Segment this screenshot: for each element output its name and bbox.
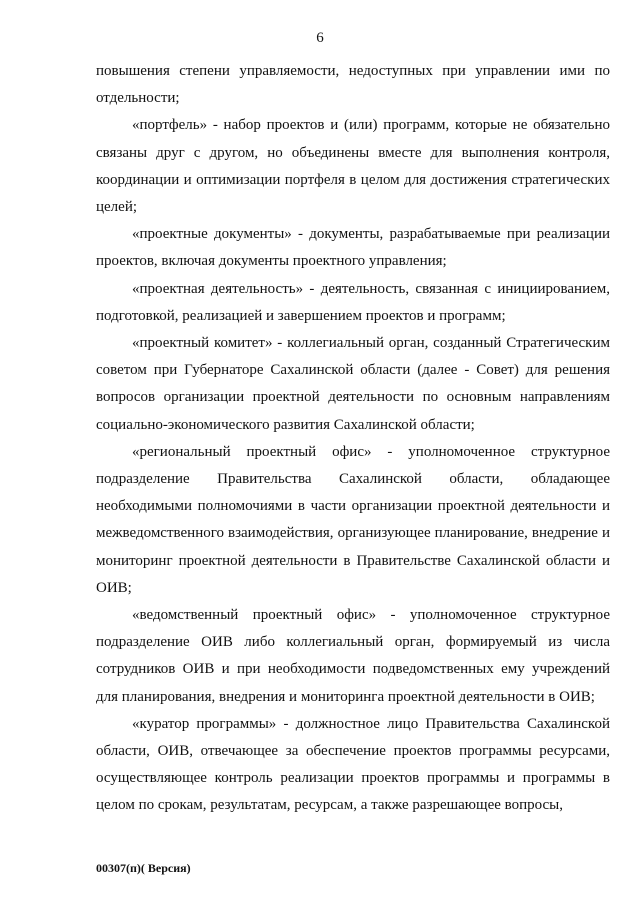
definition-project-committee: «проектный комитет» - коллегиальный орган, созданный Стратегическим советом при Губернаторе Сахалинской области (далее - Совет) для решения вопросов организации проектной деятельности по основным направлениям социально-экономического развития Сахалинской области;	[96, 335, 610, 433]
definition-departmental-project-office: «ведомственный проектный офис» - уполномоченное структурное подразделение ОИВ либо коллегиальный орган, формируемый из числа сотрудников ОИВ и при необходимости подведомственных ему учреждений для планирования, внедрения и мониторинга проектной деятельности в ОИВ;	[96, 607, 610, 705]
definition-program-curator: «куратор программы» - должностное лицо Правительства Сахалинской области, ОИВ, отвечающее за обеспечение проектов программы ресурсами, осуществляющее контроль реализации проектов программы и программы в целом по срокам, результатам, ресурсам, а также разрешающее вопросы,	[96, 715, 610, 814]
body-text	[96, 58, 610, 820]
definition-project-documents: «проектные документы» - документы, разрабатываемые при реализации проектов, включая документы проектного управления;	[96, 226, 610, 270]
paragraph: повышения степени управляемости, недоступных при управлении ими по отдельности;	[96, 63, 610, 107]
definition-portfolio: «портфель» - набор проектов и (или) программ, которые не обязательно связаны друг с другом, но объединены вместе для выполнения контроля, координации и оптимизации портфеля в целом для достижения стратегических целей;	[96, 117, 610, 216]
definition-regional-project-office: «региональный проектный офис» - уполномоченное структурное подразделение Правительства Сахалинской области, обладающее необходимыми полномочиями в части организации проектной деятельности и межведомственного взаимодействия, организующее планирование, внедрение и мониторинг проектной деятельности в Правительстве Сахалинской области и ОИВ;	[96, 443, 610, 596]
definition-project-activity: «проектная деятельность» - деятельность, связанная с инициированием, подготовкой, реализацией и завершением проектов и программ;	[96, 280, 610, 324]
page-number: 6	[316, 30, 324, 46]
footer-version-code: 00307(п)( Версия)	[96, 861, 191, 875]
